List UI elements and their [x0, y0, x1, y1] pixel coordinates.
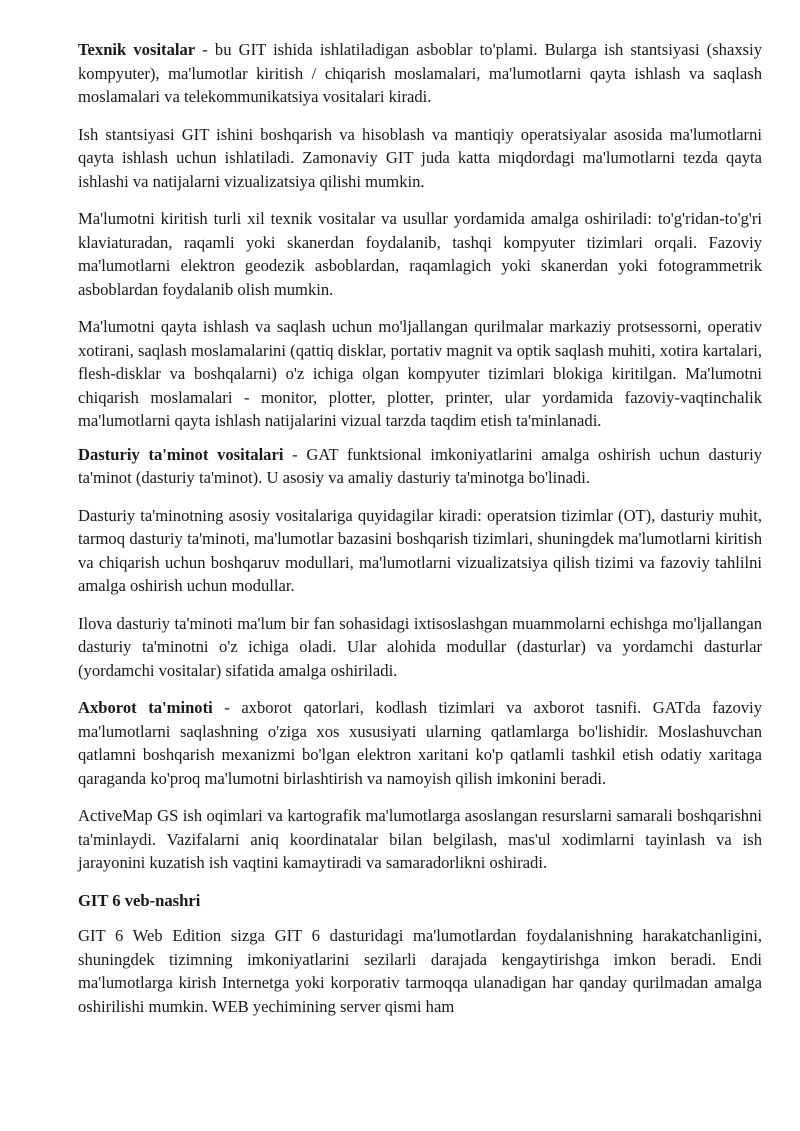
paragraph-activemap: ActiveMap GS ish oqimlari va kartografik ma'lumotlarga asoslangan resurslarni samarali boshqarishni ta'minlaydi. Vazifalarni aniq koordinatalar bilan belgilash, mas'ul xodimlarni tayinlash va ish jarayonini kuzatish ish vaqtini kamaytiradi va samaradorlikni oshiradi.	[78, 806, 762, 872]
paragraph-text: - GAT funktsional imkoniyatlarini amalga oshirish uchun dasturiy ta'minot (dasturiy ta'minot). U asosiy va amaliy dasturiy ta'minotga bo'linadi.	[78, 444, 762, 487]
paragraph-text: - axborot qatorlari, kodlash tizimlari va axborot tasnifi. GATda fazoviy ma'lumotlarni saqlashning o'ziga xos xususiyati ularning qatlamlarga bo'lishidir. Moslashuvchan qatlamni boshqarish mexanizmi bo'lgan elektron xaritani ko'p qatlamli tashkil etish odatiy xaritaga qaraganda ko'proq ma'lumotni birlashtirish va namoyish qilish imkonini beradi.	[78, 698, 763, 788]
document-page	[78, 38, 762, 1032]
paragraph-basic-software: Dasturiy ta'minotning asosiy vositalariga quyidagilar kiradi: operatsion tizimlar (OT), dasturiy muhit, tarmoq dasturiy ta'minoti, ma'lumotlar bazasini boshqarish tizimlari, shuningdek ma'lumotlarni kiritish va chiqarish uchun boshqaruv modullari, ma'lumotlarni vizualizatsiya qilish tizimi va fazoviy tahlilni amalga oshirish uchun modullar.	[78, 505, 762, 595]
paragraph-application-software: Ilova dasturiy ta'minoti ma'lum bir fan sohasidagi ixtisoslashgan muammolarni echishga mo'ljallangan dasturiy ta'minotni o'z ichiga oladi. Ular alohida modullar (dasturlar) va yordamchi dasturlar (yordamchi vositalar) sifatida amalga oshiriladi.	[78, 613, 762, 680]
paragraph-data-input: Ma'lumotni kiritish turli xil texnik vositalar va usullar yordamida amalga oshiriladi: to'g'ridan-to'g'ri klaviaturadan, raqamli yoki skanerdan foydalanib, tashqi kompyuter tizimlari orqali. Fazoviy ma'lumotlarni elektron geodezik asboblardan, raqamlagich yoki skanerdan yoki fotogrammetrik asboblardan foydalanib olish mumkin.	[78, 209, 762, 299]
paragraph-workstation: Ish stantsiyasi GIT ishini boshqarish va hisoblash va mantiqiy operatsiyalar asosida ma'lumotlarni qayta ishlash uchun ishlatiladi. Zamonaviy GIT juda katta miqdordagi ma'lumotlarni tezda qayta ishlashi va natijalarni vizualizatsiya qilishi mumkin.	[78, 124, 762, 191]
paragraph-text: - bu GIT ishida ishlatiladigan asboblar to'plami. Bularga ish stantsiyasi (shaxsiy kompyuter), ma'lumotlar kiritish / chiqarish moslamalari, ma'lumotlarni qayta ishlash va saqlash moslamalari va telekommunikatsiya vositalari kiradi.	[78, 40, 762, 106]
term-software-tools: Dasturiy ta'minot vositalari	[78, 444, 284, 464]
section-heading: GIT 6 veb-nashri	[78, 890, 201, 910]
paragraph-processing-storage: Ma'lumotni qayta ishlash va saqlash uchun mo'ljallangan qurilmalar markaziy protsessorni, operativ xotirani, saqlash moslamalarini (qattiq disklar, portativ magnit va optik saqlash muhiti, xotira kartalari, flesh-disklar va boshqalarni) o'z ichiga olgan kompyuter tizimlari blokiga kiritilgan. Ma'lumotni chiqarish moslamalari - monitor, plotter, plotter, printer, ular yordamida fazoviy-vaqtinchalik ma'lumotlarni qayta ishlash natijalarini vizual tarzda taqdim etish ta'minlanadi.	[78, 317, 762, 430]
paragraph-web-edition: GIT 6 Web Edition sizga GIT 6 dasturidagi ma'lumotlardan foydalanishning harakatchanligini, shuningdek tizimning imkoniyatlarini sezilarli darajada kengaytirishga imkon beradi. Endi ma'lumotlarga kirish Internetga yoki korporativ tarmoqqa ulanadigan har qanday qurilmadan amalga oshirilishi mumkin. WEB yechimining server qismi ham	[78, 926, 762, 1016]
paragraph-technical-tools	[78, 38, 762, 109]
paragraph-information-support	[78, 696, 762, 790]
paragraph-software-tools	[78, 443, 762, 490]
term-technical-tools: Texnik vositalar	[78, 40, 196, 59]
term-information-support: Axborot ta'minoti	[78, 698, 213, 717]
